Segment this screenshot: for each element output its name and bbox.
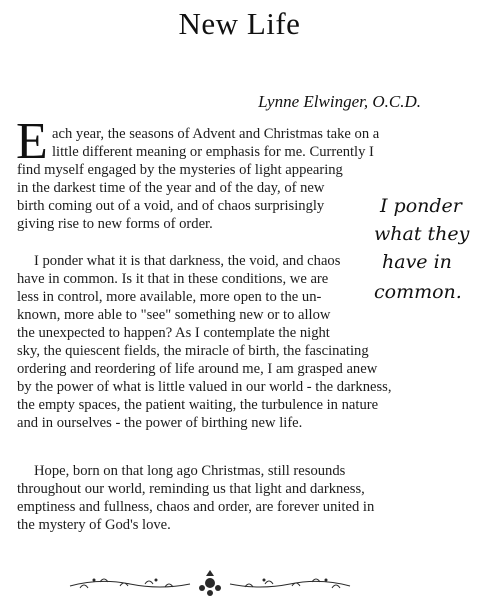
paragraph-line: the mystery of God's love. <box>17 517 171 533</box>
paragraph-line: I ponder what it is that darkness, the void, and chaos <box>34 253 341 269</box>
floral-ornament-icon <box>60 566 360 600</box>
paragraph-line: ordering and reordering of life around me, I am grasped anew <box>17 361 378 377</box>
paragraph-line: and in ourselves - the power of birthing new life. <box>17 415 303 431</box>
pull-quote-line: I ponder <box>380 195 462 217</box>
paragraph-line: sky, the quiescent fields, the miracle of birth, the fascinating <box>17 343 369 359</box>
paragraph-line: have in common. Is it that in these conditions, we are <box>17 271 329 287</box>
paragraph-line: the unexpected to happen? As I contemplate the night <box>17 325 330 341</box>
drop-cap: E <box>16 113 48 170</box>
paragraph-line: by the power of what is little valued in our world - the darkness, <box>17 379 392 395</box>
paragraph-line: find myself engaged by the mysteries of light appearing <box>17 162 343 178</box>
paragraph-line: Hope, born on that long ago Christmas, still resounds <box>34 463 346 479</box>
paragraph-line: the empty spaces, the patient waiting, the turbulence in nature <box>17 397 379 413</box>
paragraph-line: birth coming out of a void, and of chaos surprisingly <box>17 198 325 214</box>
pull-quote-line: common. <box>374 281 462 303</box>
pull-quote-line: have in <box>382 251 452 273</box>
paragraph-line: giving rise to new forms of order. <box>17 216 213 232</box>
paragraph-line: known, more able to "see" something new or to allow <box>17 307 331 323</box>
pull-quote-line: what they <box>374 223 470 245</box>
article-title: New Life <box>178 6 301 41</box>
paragraph-line: in the darkest time of the year and of the day, of new <box>17 180 325 196</box>
paragraph-line: little different meaning or emphasis for me. Currently I <box>52 144 374 160</box>
article-author: Lynne Elwinger, O.C.D. <box>258 92 421 111</box>
paragraph-line: less in control, more available, more open to the un- <box>17 289 322 305</box>
paragraph-line: throughout our world, reminding us that light and darkness, <box>17 481 365 497</box>
paragraph-line: emptiness and fullness, chaos and order, are forever united in <box>17 499 375 515</box>
paragraph-line: ach year, the seasons of Advent and Christmas take on a <box>52 126 380 142</box>
